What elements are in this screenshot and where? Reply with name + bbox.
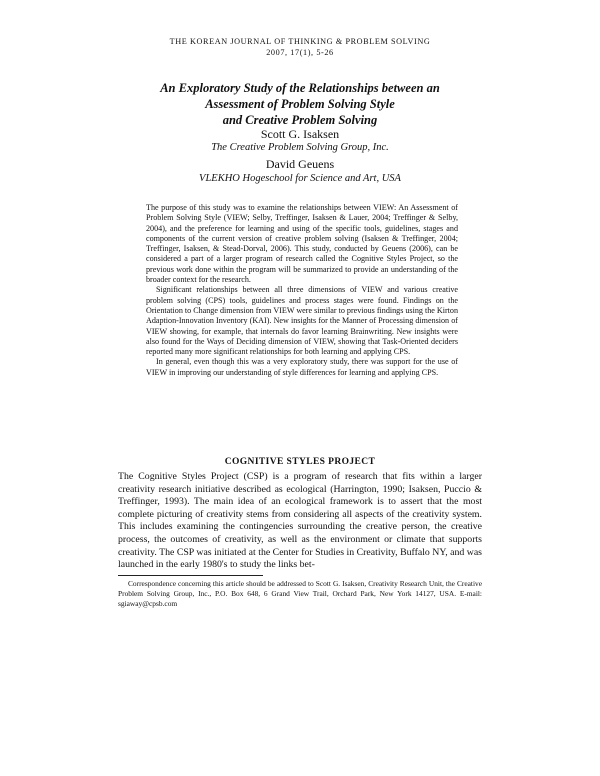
section-heading: COGNITIVE STYLES PROJECT (224, 457, 376, 467)
title-line-3: and Creative Problem Solving (222, 113, 378, 127)
abstract-paragraph: The purpose of this study was to examine the relationships between VIEW: An Assessment of Problem Solving Style (VIEW; Selby, Treffinger, Isaksen & Lauer, 2004; Treffinger & Selby, 2004), and the preference for learning and using of the specific tools, guidelines, stages and components of the current version of creative problem solving (Isaksen & Treffinger, 2004; Treffinger, Isaksen, & Stead-Dorval, 2006). This study, conducted by Geuens (2006), can be considered a part of a larger program of research called the Cognitive Styles Project, so the previous work done within the program will be summarized to provide an understanding of the broader context for the research. (146, 203, 458, 285)
paper-title (0, 80, 600, 128)
footnote-divider (118, 575, 263, 576)
author-name-1: Scott G. Isaksen (260, 127, 340, 141)
author-affiliation-2: VLEKHO Hogeschool for Science and Art, USA (199, 173, 401, 184)
title-line-1: An Exploratory Study of the Relationships between an (160, 81, 440, 95)
abstract-paragraph: Significant relationships between all three dimensions of VIEW and various creative problem solving (CPS) tools, guidelines and process stages were found. Findings on the Orientation to Change dimension from VIEW were similar to previous findings using the Kirton Adaption-Innovation Inventory (KAI). New insights for the Manner of Processing dimension of VIEW showing, for example, that internals do favor learning Brainwriting. New insights were also found for the Ways of Deciding dimension of VIEW, showing that Task-Oriented deciders reported many more significant relationships for both learning and applying CPS. (146, 285, 458, 357)
abstract (146, 203, 458, 378)
body-paragraph: The Cognitive Styles Project (CSP) is a program of research that fits within a larger creativity research initiative described as ecological (Harrington, 1990; Isaksen, Puccio & Treffinger, 1993). The main idea of an ecological framework is to assert that the most complete picturing of creativity stems from considering all aspects of the creativity system. This includes examining the contingencies surrounding the creative person, the creative process, the outcomes of creativity, as well as the environment or climate that supports creativity. The CSP was initiated at the Center for Studies in Creativity, Buffalo NY, and was launched in the early 1980's to study the links bet- (118, 471, 482, 571)
title-line-2: Assessment of Problem Solving Style (205, 97, 395, 111)
abstract-paragraph: In general, even though this was a very exploratory study, there was support for the use of VIEW in improving our understanding of style differences for learning and applying CPS. (146, 357, 458, 377)
journal-header (0, 36, 600, 58)
journal-citation: 2007, 17(1), 5-26 (266, 48, 334, 57)
journal-name: THE KOREAN JOURNAL OF THINKING & PROBLEM SOLVING (169, 37, 431, 46)
correspondence-footnote: Correspondence concerning this article should be addressed to Scott G. Isaksen, Creativity Research Unit, the Creative Problem Solving Group, Inc., P.O. Box 648, 6 Grand View Trail, Orchard Park, New York 14127, USA. E-mail: sgiaway@cpsb.com (118, 579, 482, 609)
author-name-2: David Geuens (265, 157, 335, 171)
author-affiliation-1: The Creative Problem Solving Group, Inc. (211, 142, 389, 153)
